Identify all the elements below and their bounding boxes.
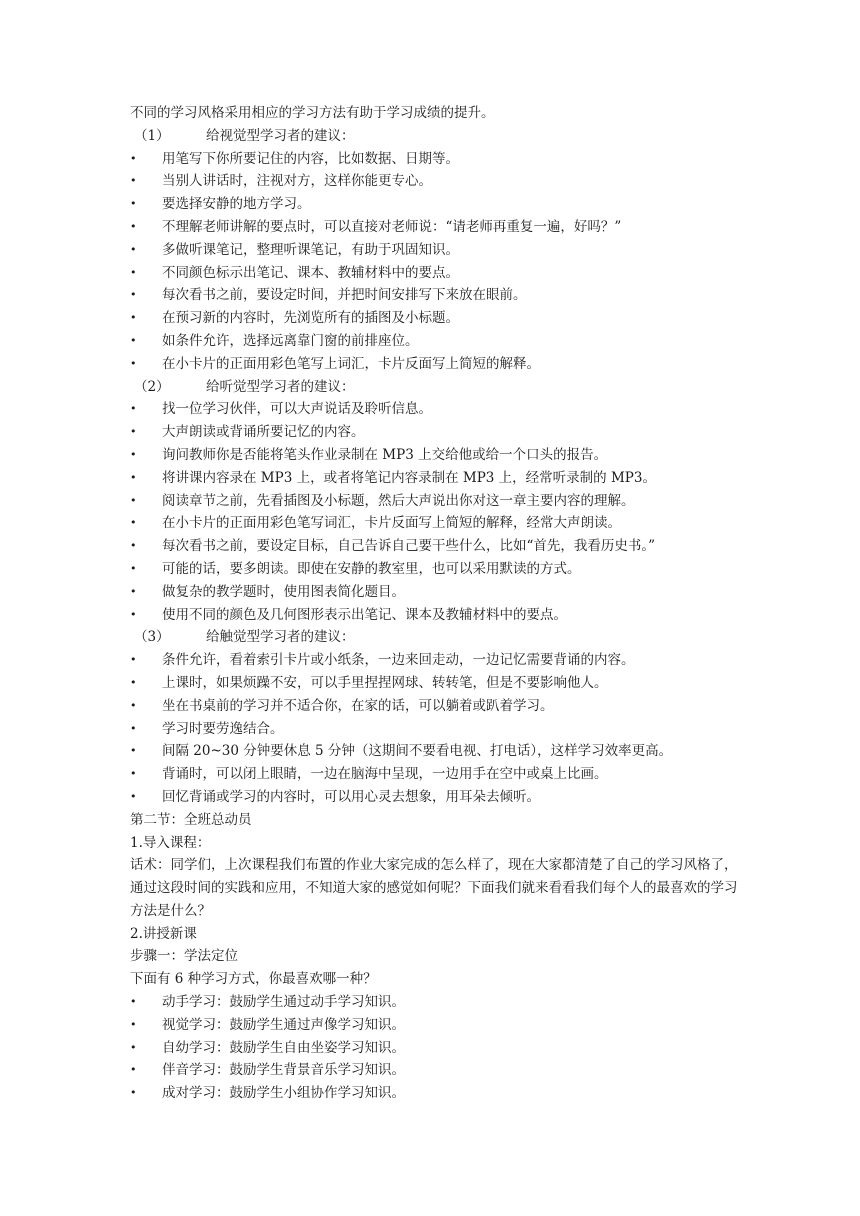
bullet-icon: •: [130, 675, 137, 689]
list-item: • 视觉学习：鼓励学生通过声像学习知识。: [130, 1014, 740, 1037]
bullet-icon: •: [130, 425, 137, 439]
list-item: • 可能的话，要多朗读。即使在安静的教室里，也可以采用默读的方式。: [130, 558, 740, 581]
section-number: （3）: [134, 629, 170, 646]
step-one-title: 步骤一：学法定位: [130, 948, 238, 965]
intro-text: 不同的学习风格采用相应的学习方法有助于学习成绩的提升。: [130, 105, 495, 121]
section-heading-auditory: [130, 376, 740, 399]
list-item: • 背诵时，可以闭上眼睛，一边在脑海中呈现，一边用手在空中或桌上比画。: [130, 763, 740, 786]
bullet-icon: •: [130, 151, 137, 165]
bullet-icon: •: [130, 516, 137, 530]
bullet-icon: •: [130, 767, 137, 781]
bullet-icon: •: [130, 311, 137, 325]
bullet-icon: •: [130, 493, 137, 507]
bullet-icon: •: [130, 1017, 137, 1031]
list-item: • 每次看书之前，要设定目标，自己告诉自己要干些什么，比如“首先，我看历史书。”: [130, 535, 740, 558]
section-number: （1）: [134, 127, 170, 144]
list-item: • 当别人讲话时，注视对方，这样你能更专心。: [130, 170, 740, 193]
list-item: • 坐在书桌前的学习并不适合你，在家的话，可以躺着或趴着学习。: [130, 695, 740, 718]
bullet-icon: •: [130, 607, 137, 621]
section-title: 给触觉型学习者的建议：: [206, 629, 355, 646]
section-title: 给视觉型学习者的建议：: [206, 127, 355, 144]
bullet-icon: •: [130, 653, 137, 667]
list-item: • 在预习新的内容时，先浏览所有的插图及小标题。: [130, 307, 740, 330]
step-new-lesson: 2.讲授新课: [130, 925, 197, 942]
list-item: • 找一位学习伙伴，可以大声说话及聆听信息。: [130, 398, 740, 421]
list-item: • 阅读章节之前，先看插图及小标题，然后大声说出你对这一章主要内容的理解。: [130, 490, 740, 513]
bullet-icon: •: [130, 265, 137, 279]
bullet-icon: •: [130, 539, 137, 553]
list-item: • 成对学习：鼓励学生小组协作学习知识。: [130, 1082, 740, 1105]
bullet-icon: •: [130, 219, 137, 233]
bullet-icon: •: [130, 174, 137, 188]
section-heading-tactile: [130, 626, 740, 649]
document-page: [130, 102, 740, 1105]
list-item: • 将讲课内容录在 MP3 上，或者将笔记内容录制在 MP3 上，经常听录制的 MP3。: [130, 467, 740, 490]
bullet-icon: •: [130, 584, 137, 598]
bullet-icon: •: [130, 242, 137, 256]
bullet-icon: •: [130, 789, 137, 803]
list-item: • 条件允许，看着索引卡片或小纸条，一边来回走动，一边记忆需要背诵的内容。: [130, 649, 740, 672]
bullet-icon: •: [130, 288, 137, 302]
list-item: • 在小卡片的正面用彩色笔写词汇，卡片反面写上简短的解释，经常大声朗读。: [130, 512, 740, 535]
step-intro-course: 1.导入课程：: [130, 834, 211, 851]
bullet-icon: •: [130, 561, 137, 575]
bullet-icon: •: [130, 995, 137, 1009]
bullet-icon: •: [130, 402, 137, 416]
bullet-icon: •: [130, 1063, 137, 1077]
bullet-icon: •: [130, 744, 137, 758]
bullet-icon: •: [130, 447, 137, 461]
list-item: • 上课时，如果烦躁不安，可以手里捏捏网球、转转笔，但是不要影响他人。: [130, 672, 740, 695]
bullet-icon: •: [130, 197, 137, 211]
question-text: 下面有 6 种学习方式，你最喜欢哪一种？: [130, 971, 377, 988]
bullet-icon: •: [130, 470, 137, 484]
list-item: • 询问教师你是否能将笔头作业录制在 MP3 上交给他或给一个口头的报告。: [130, 444, 740, 467]
list-item: • 多做听课笔记，整理听课笔记，有助于巩固知识。: [130, 239, 740, 262]
bullet-icon: •: [130, 698, 137, 712]
list-item: • 每次看书之前，要设定时间，并把时间安排写下来放在眼前。: [130, 284, 740, 307]
list-item: • 使用不同的颜色及几何图形表示出笔记、课本及教辅材料中的要点。: [130, 604, 740, 627]
list-item: • 大声朗读或背诵所要记忆的内容。: [130, 421, 740, 444]
bullet-icon: •: [130, 1086, 137, 1100]
list-item: • 伴音学习：鼓励学生背景音乐学习知识。: [130, 1059, 740, 1082]
bullet-icon: •: [130, 721, 137, 735]
bullet-icon: •: [130, 333, 137, 347]
section-title: 给听觉型学习者的建议：: [206, 378, 355, 395]
list-item: • 学习时要劳逸结合。: [130, 718, 740, 741]
section-two-title: 第二节：全班总动员: [130, 811, 252, 828]
list-item: • 不同颜色标示出笔记、课本、教辅材料中的要点。: [130, 262, 740, 285]
list-item: • 间隔 20~30 分钟要休息 5 分钟（这期间不要看电视、打电话），这样学习效率更高。: [130, 740, 740, 763]
list-item: • 在小卡片的正面用彩色笔写上词汇，卡片反面写上简短的解释。: [130, 353, 740, 376]
section-heading-visual: [130, 125, 740, 148]
list-item: • 要选择安静的地方学习。: [130, 193, 740, 216]
section-number: （2）: [134, 378, 170, 395]
list-item: • 不理解老师讲解的要点时，可以直接对老师说：“请老师再重复一遍，好吗？”: [130, 216, 740, 239]
list-item: • 做复杂的教学题时，使用图表简化题目。: [130, 581, 740, 604]
list-item: • 自幼学习：鼓励学生自由坐姿学习知识。: [130, 1037, 740, 1060]
list-item: • 如条件允许，选择远离靠门窗的前排座位。: [130, 330, 740, 353]
bullet-icon: •: [130, 356, 137, 370]
script-paragraph: 话术：同学们，上次课程我们布置的作业大家完成的怎么样了，现在大家都清楚了自己的学习风格了，通过这段时间的实践和应用，不知道大家的感觉如何呢？下面我们就来看看我们每个人的最喜欢的学习方法是什么？: [130, 857, 738, 919]
list-item: • 动手学习：鼓励学生通过动手学习知识。: [130, 991, 740, 1014]
list-item: • 回忆背诵或学习的内容时，可以用心灵去想象，用耳朵去倾听。: [130, 786, 740, 809]
bullet-icon: •: [130, 1040, 137, 1054]
list-item: • 用笔写下你所要记住的内容，比如数据、日期等。: [130, 148, 740, 171]
